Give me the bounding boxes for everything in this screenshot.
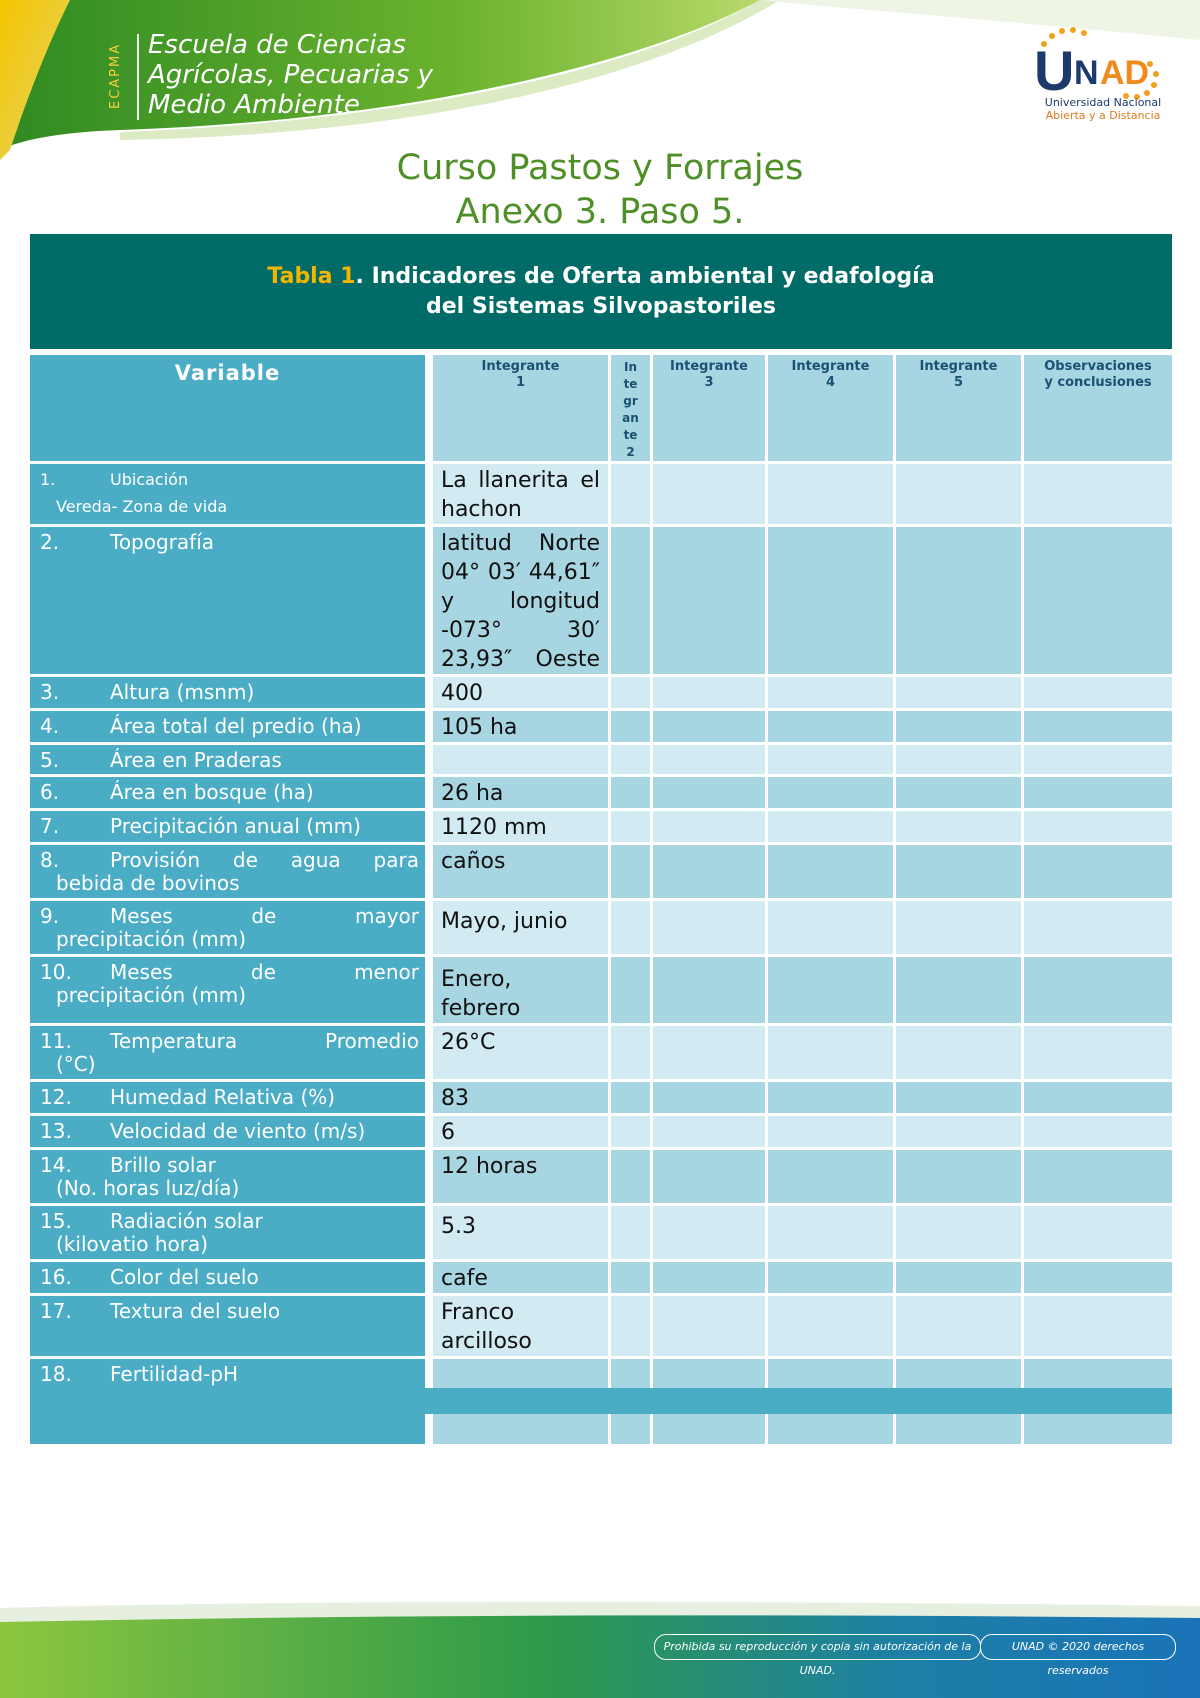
row-label-text: Área en bosque (ha) [110, 780, 314, 804]
row-value-integrante-3[interactable] [650, 464, 765, 527]
row-label-line-2: (kilovatio hora) [56, 1232, 209, 1256]
row-value-observaciones[interactable] [1021, 1150, 1172, 1206]
school-name [148, 30, 448, 120]
row-value-integrante-4[interactable] [765, 527, 893, 677]
row-value-integrante-4[interactable] [765, 745, 893, 777]
row-value-integrante-2[interactable] [608, 901, 650, 957]
row-value-observaciones[interactable] [1021, 711, 1172, 745]
row-label [30, 527, 425, 677]
school-name-line-1: Escuela de Ciencias [148, 30, 406, 60]
header-integrante-4-word: Integrante [791, 359, 870, 374]
row-number: 11. [40, 1029, 72, 1053]
row-value-integrante-4[interactable] [765, 811, 893, 845]
row-number: 12. [40, 1085, 72, 1109]
row-value-integrante-2[interactable] [608, 777, 650, 811]
row-number: 6. [40, 780, 60, 804]
row-number: 5. [40, 748, 60, 772]
row-value-observaciones[interactable] [1021, 1116, 1172, 1150]
row-value-integrante-4[interactable] [765, 901, 893, 957]
caption-text: . Indicadores de Oferta ambiental y edafología [355, 264, 935, 289]
row-value-integrante-5[interactable] [893, 957, 1021, 1026]
header-integrante-5-num: 5 [953, 375, 964, 390]
school-divider [137, 34, 139, 120]
header-integrante-4-num: 4 [825, 375, 836, 390]
row-label-line-2: precipitación (mm) [56, 983, 247, 1007]
row-number: 13. [40, 1119, 72, 1143]
row-label-text: Precipitación anual (mm) [110, 814, 361, 838]
header-integrante-5 [893, 355, 1021, 464]
row-number: 17. [40, 1299, 72, 1323]
table-footer-bar [30, 1388, 1172, 1414]
row-label-text: Textura del suelo [110, 1299, 281, 1323]
row-label [30, 1082, 425, 1116]
table-row [30, 957, 1172, 1026]
school-name-line-2: Agrícolas, Pecuarias y [148, 60, 434, 90]
row-value-integrante-3[interactable] [650, 1116, 765, 1150]
row-value-integrante-2[interactable] [608, 527, 650, 677]
row-value-integrante-3[interactable] [650, 677, 765, 711]
row-value-integrante-4[interactable] [765, 1206, 893, 1262]
row-value-integrante-5[interactable] [893, 677, 1021, 711]
row-value-integrante-1[interactable]: Enero, febrero [425, 957, 608, 1026]
row-value-integrante-5[interactable] [893, 711, 1021, 745]
row-label [30, 464, 425, 527]
row-label [30, 1296, 425, 1359]
header-integrante-2-part: te [623, 377, 638, 391]
row-value-integrante-3[interactable] [650, 957, 765, 1026]
row-value-integrante-1[interactable] [425, 745, 608, 777]
row-value-integrante-2[interactable] [608, 1150, 650, 1206]
footer-rights: UNAD © 2020 derechos reservados [980, 1634, 1176, 1660]
row-value-observaciones[interactable] [1021, 845, 1172, 901]
row-value-integrante-4[interactable] [765, 711, 893, 745]
row-label-text: Temperatura Promedio [110, 1029, 419, 1053]
row-label [30, 745, 425, 777]
header-variable: Variable [30, 355, 425, 464]
row-value-integrante-3[interactable] [650, 1150, 765, 1206]
row-value-integrante-2[interactable] [608, 1262, 650, 1296]
row-value-integrante-1[interactable]: cafe [425, 1262, 608, 1296]
row-value-integrante-4[interactable] [765, 777, 893, 811]
row-label [30, 1262, 425, 1296]
row-value-integrante-3[interactable] [650, 1206, 765, 1262]
row-value-integrante-4[interactable] [765, 1082, 893, 1116]
row-value-integrante-2[interactable] [608, 1206, 650, 1262]
row-number: 9. [40, 904, 60, 928]
caption-line-1 [30, 262, 1172, 292]
row-value-observaciones[interactable] [1021, 1262, 1172, 1296]
row-value-integrante-1[interactable]: caños [425, 845, 608, 901]
row-number: 7. [40, 814, 60, 838]
row-value-integrante-1[interactable]: 105 ha [425, 711, 608, 745]
row-value-integrante-2[interactable] [608, 1116, 650, 1150]
row-value-integrante-1[interactable]: La llanerita el hachon [425, 464, 608, 527]
row-label [30, 901, 425, 957]
row-label-line-2: precipitación (mm) [56, 927, 247, 951]
table-row [30, 901, 1172, 957]
row-value-integrante-1[interactable]: 400 [425, 677, 608, 711]
row-label-text: Topografía [110, 530, 215, 554]
row-label [30, 777, 425, 811]
row-label-text: Velocidad de viento (m/s) [110, 1119, 366, 1143]
row-value-integrante-2[interactable] [608, 464, 650, 527]
row-value-integrante-1[interactable]: 83 [425, 1082, 608, 1116]
unad-logo-n: N [1074, 54, 1099, 92]
row-number: 8. [40, 848, 60, 872]
row-label-text: Brillo solar [110, 1153, 216, 1177]
row-value-integrante-1[interactable]: latitud Norte 04° 03′ 44,61″ y longitud -073° 30′ 23,93″ Oeste [425, 527, 608, 677]
row-value-integrante-1[interactable]: 26 ha [425, 777, 608, 811]
row-value-integrante-5[interactable] [893, 1150, 1021, 1206]
table-row [30, 527, 1172, 677]
row-label-text: Área total del predio (ha) [110, 714, 362, 738]
row-value-integrante-4[interactable] [765, 464, 893, 527]
row-label-line [40, 466, 419, 493]
row-label-text: Radiación solar [110, 1209, 263, 1233]
row-value-integrante-5[interactable] [893, 811, 1021, 845]
indicators-table [30, 355, 1172, 1447]
row-label-text: Color del suelo [110, 1265, 259, 1289]
table-row [30, 845, 1172, 901]
row-value-observaciones[interactable] [1021, 811, 1172, 845]
row-label-text: Provisión de agua para [110, 848, 419, 872]
table-row [30, 464, 1172, 527]
header-observaciones-line-1: Observaciones [1044, 359, 1152, 374]
row-value-integrante-3[interactable] [650, 711, 765, 745]
caption-label: Tabla 1 [267, 264, 356, 289]
row-label-line-2: (No. horas luz/día) [56, 1176, 240, 1200]
row-value-integrante-3[interactable] [650, 811, 765, 845]
row-value-integrante-2[interactable] [608, 1026, 650, 1082]
row-value-observaciones[interactable] [1021, 1206, 1172, 1262]
row-label [30, 1026, 425, 1082]
course-title: Curso Pastos y Forrajes [396, 148, 804, 188]
row-label-text: Meses de mayor [110, 904, 419, 928]
row-value-integrante-5[interactable] [893, 1082, 1021, 1116]
row-label-line [40, 1028, 419, 1055]
table-row [30, 711, 1172, 745]
row-value-integrante-4[interactable] [765, 1296, 893, 1359]
row-value-observaciones[interactable] [1021, 1296, 1172, 1359]
row-value-integrante-3[interactable] [650, 1082, 765, 1116]
row-label-text: Área en Praderas [110, 748, 282, 772]
row-value-integrante-4[interactable] [765, 1150, 893, 1206]
row-label-text: Fertilidad-pH [110, 1362, 239, 1386]
table-row [30, 777, 1172, 811]
row-value-integrante-5[interactable] [893, 845, 1021, 901]
row-value-integrante-2[interactable] [608, 1296, 650, 1359]
row-value-integrante-3[interactable] [650, 845, 765, 901]
row-value-integrante-2[interactable] [608, 711, 650, 745]
header-observaciones-line-2: y conclusiones [1044, 375, 1152, 390]
header-integrante-1-word: Integrante [481, 359, 560, 374]
unad-logo-u: U [1034, 39, 1075, 102]
row-value-integrante-1[interactable]: 1120 mm [425, 811, 608, 845]
header-observaciones [1021, 355, 1172, 464]
row-value-integrante-5[interactable] [893, 901, 1021, 957]
row-label [30, 711, 425, 745]
row-value-integrante-1[interactable]: 26°C [425, 1026, 608, 1082]
logo-subtitle-line-1: Universidad Nacional [1044, 96, 1162, 109]
row-value-observaciones[interactable] [1021, 1026, 1172, 1082]
row-value-integrante-4[interactable] [765, 957, 893, 1026]
header-integrante-2 [608, 355, 650, 464]
header-integrante-5-word: Integrante [919, 359, 998, 374]
row-label [30, 845, 425, 901]
row-value-observaciones[interactable] [1021, 901, 1172, 957]
row-value-integrante-2[interactable] [608, 1082, 650, 1116]
row-label-text: Ubicación [110, 470, 189, 489]
row-value-integrante-5[interactable] [893, 527, 1021, 677]
row-value-integrante-1[interactable]: Mayo, junio [425, 901, 608, 957]
row-label-text: Humedad Relativa (%) [110, 1085, 336, 1109]
row-value-integrante-5[interactable] [893, 1026, 1021, 1082]
row-value-integrante-5[interactable] [893, 1206, 1021, 1262]
row-number: 3. [40, 680, 60, 704]
table-row [30, 1116, 1172, 1150]
row-value-integrante-2[interactable] [608, 677, 650, 711]
row-value-integrante-2[interactable] [608, 957, 650, 1026]
row-value-integrante-2[interactable] [608, 811, 650, 845]
row-value-integrante-1[interactable]: 12 horas [425, 1150, 608, 1206]
header-integrante-2-part: te [623, 428, 638, 442]
row-number: 16. [40, 1265, 72, 1289]
table-row [30, 811, 1172, 845]
header-integrante-2-part: In [623, 360, 637, 374]
table-row [30, 1082, 1172, 1116]
row-value-observaciones[interactable] [1021, 464, 1172, 527]
header-integrante-2-part: 2 [626, 445, 635, 459]
row-value-integrante-5[interactable] [893, 777, 1021, 811]
header-integrante-1-num: 1 [515, 375, 526, 390]
row-value-integrante-3[interactable] [650, 1262, 765, 1296]
row-value-integrante-4[interactable] [765, 1262, 893, 1296]
table-caption-banner [30, 234, 1172, 349]
header-integrante-2-part: an [622, 411, 639, 425]
row-value-integrante-5[interactable] [893, 1296, 1021, 1359]
row-value-integrante-2[interactable] [608, 845, 650, 901]
row-value-integrante-4[interactable] [765, 677, 893, 711]
row-value-integrante-3[interactable] [650, 901, 765, 957]
row-value-integrante-4[interactable] [765, 845, 893, 901]
row-number: 4. [40, 714, 60, 738]
row-value-integrante-1[interactable]: Franco arcilloso [425, 1296, 608, 1359]
row-value-integrante-4[interactable] [765, 1026, 893, 1082]
table-header-row [30, 355, 1172, 464]
row-number: 2. [40, 530, 60, 554]
row-value-observaciones[interactable] [1021, 957, 1172, 1026]
table-row [30, 1150, 1172, 1206]
row-label-text: Altura (msnm) [110, 680, 255, 704]
footer-copy-notice: Prohibida su reproducción y copia sin autorización de la UNAD. [654, 1634, 981, 1660]
row-number: 15. [40, 1209, 72, 1233]
row-value-integrante-1[interactable]: 5.3 [425, 1206, 608, 1262]
document-title [0, 146, 1200, 234]
row-value-integrante-3[interactable] [650, 1026, 765, 1082]
row-label-line-2: (°C) [56, 1052, 96, 1076]
table-row [30, 1296, 1172, 1359]
annex-title: Anexo 3. Paso 5. [455, 192, 745, 232]
row-number: 10. [40, 960, 72, 984]
table-row [30, 745, 1172, 777]
unad-logo-ad: AD [1100, 54, 1150, 92]
header-integrante-2-part: gr [623, 394, 638, 408]
row-label [30, 677, 425, 711]
logo-subtitle [1028, 96, 1178, 122]
row-value-integrante-5[interactable] [893, 464, 1021, 527]
row-number: 18. [40, 1362, 72, 1386]
table-row [30, 1262, 1172, 1296]
row-value-integrante-5[interactable] [893, 1262, 1021, 1296]
header-integrante-1 [425, 355, 608, 464]
row-value-observaciones[interactable] [1021, 745, 1172, 777]
header-integrante-3-word: Integrante [670, 359, 748, 374]
row-value-integrante-2[interactable] [608, 745, 650, 777]
row-value-observaciones[interactable] [1021, 777, 1172, 811]
row-value-observaciones[interactable] [1021, 677, 1172, 711]
row-label [30, 1116, 425, 1150]
row-label-line-2: Vereda- Zona de vida [56, 497, 228, 516]
row-value-integrante-3[interactable] [650, 1296, 765, 1359]
table-row [30, 1026, 1172, 1082]
row-value-integrante-4[interactable] [765, 1116, 893, 1150]
row-value-integrante-3[interactable] [650, 745, 765, 777]
table-row [30, 1206, 1172, 1262]
row-label [30, 957, 425, 1026]
row-label [30, 1150, 425, 1206]
row-label-line-2: bebida de bovinos [56, 871, 240, 895]
logo-subtitle-line-2: Abierta y a Distancia [1045, 109, 1161, 122]
row-value-observaciones[interactable] [1021, 527, 1172, 677]
caption-line-2: del Sistemas Silvopastoriles [426, 294, 776, 319]
header-integrante-3 [650, 355, 765, 464]
row-number: 14. [40, 1153, 72, 1177]
row-value-integrante-3[interactable] [650, 527, 765, 677]
table-row [30, 677, 1172, 711]
row-value-integrante-3[interactable] [650, 777, 765, 811]
row-value-integrante-1[interactable]: 6 [425, 1116, 608, 1150]
row-label [30, 811, 425, 845]
row-value-integrante-5[interactable] [893, 1116, 1021, 1150]
row-value-integrante-5[interactable] [893, 745, 1021, 777]
school-acronym: ECAPMA [108, 42, 123, 110]
row-number: 1. [40, 470, 56, 489]
row-label [30, 1206, 425, 1262]
row-value-observaciones[interactable] [1021, 1082, 1172, 1116]
school-name-line-3: Medio Ambiente [148, 90, 360, 120]
header-integrante-4 [765, 355, 893, 464]
row-label-text: Meses de menor [110, 960, 419, 984]
header-integrante-3-num: 3 [704, 375, 714, 390]
